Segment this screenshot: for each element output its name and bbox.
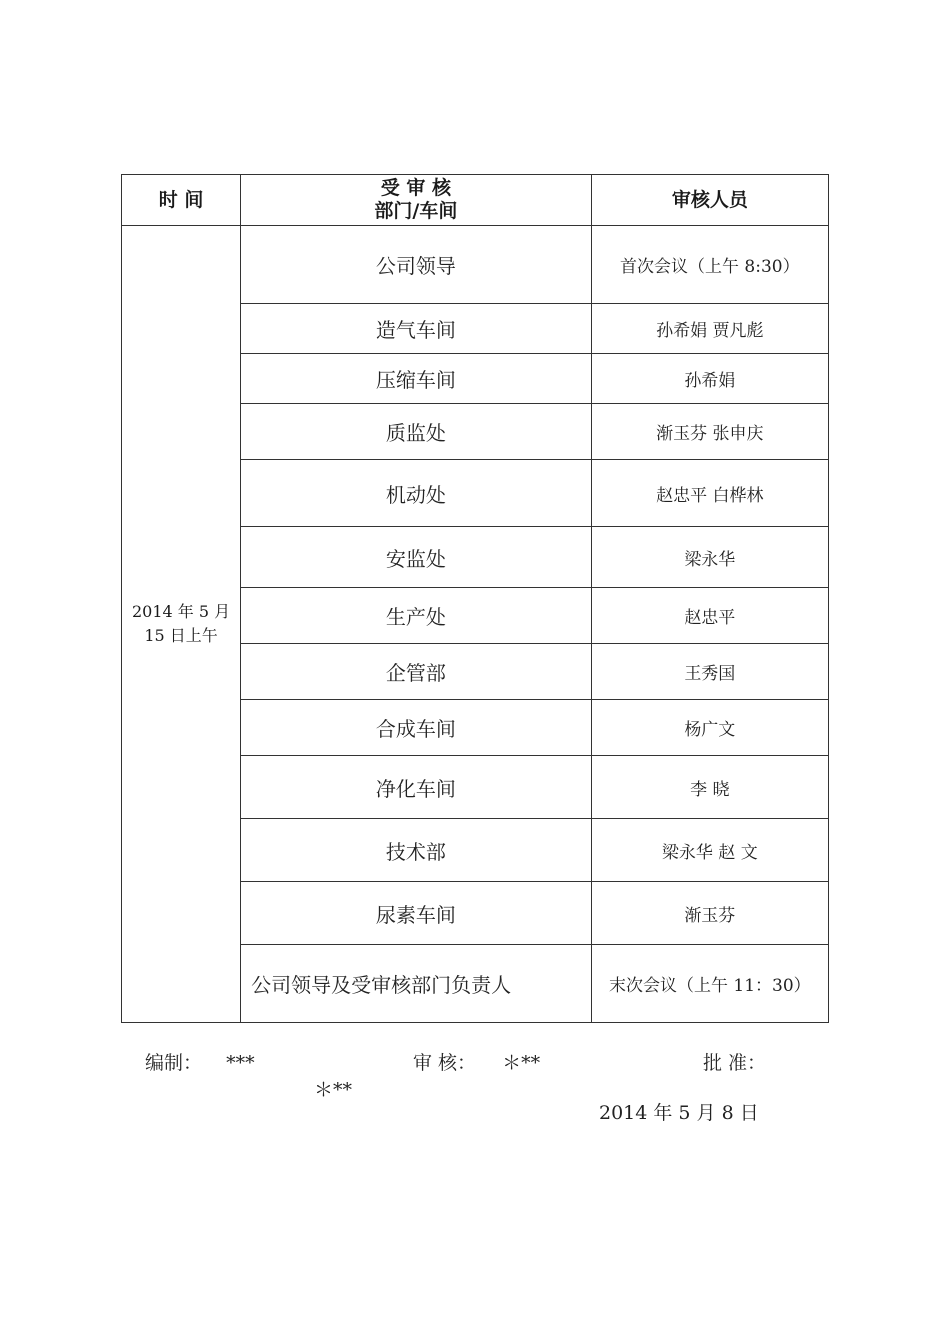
auditor-cell: 渐玉芬 xyxy=(591,882,828,945)
auditor-cell: 孙希娟 贾凡彪 xyxy=(591,304,828,354)
reviewed-label: 审 核： xyxy=(413,1052,477,1074)
table-row xyxy=(122,226,829,304)
time-line2: 15 日上午 xyxy=(144,626,218,645)
department-cell: 公司领导 xyxy=(241,226,591,304)
department-cell: 合成车间 xyxy=(241,700,591,756)
approved-label: 批 准： xyxy=(703,1052,767,1074)
compiled-by xyxy=(145,1048,255,1075)
reviewed-value: ＊** xyxy=(502,1052,541,1074)
compiled-value: *** xyxy=(226,1052,255,1074)
compiled-label: 编制： xyxy=(145,1052,203,1074)
table-header-row xyxy=(122,175,829,226)
department-cell: 造气车间 xyxy=(241,304,591,354)
department-cell: 压缩车间 xyxy=(241,354,591,404)
auditor-cell: 李 晓 xyxy=(591,756,828,819)
header-department-line2: 部门/车间 xyxy=(374,200,458,222)
auditor-cell: 末次会议（上午 11：30） xyxy=(591,945,828,1023)
time-line1: 2014 年 5 月 xyxy=(131,602,231,621)
approved-value: ＊** xyxy=(314,1079,353,1101)
auditor-cell: 孙希娟 xyxy=(591,354,828,404)
auditor-cell: 王秀国 xyxy=(591,644,828,700)
time-cell xyxy=(122,226,241,1023)
department-cell: 公司领导及受审核部门负责人 xyxy=(241,945,591,1023)
auditor-cell: 赵忠平 白桦林 xyxy=(591,460,828,527)
department-cell: 安监处 xyxy=(241,527,591,588)
auditor-cell: 梁永华 赵 文 xyxy=(591,819,828,882)
audit-schedule-table xyxy=(121,174,829,1023)
header-time: 时 间 xyxy=(122,175,241,226)
auditor-cell: 梁永华 xyxy=(591,527,828,588)
department-cell: 质监处 xyxy=(241,404,591,460)
department-cell: 机动处 xyxy=(241,460,591,527)
auditor-cell: 杨广文 xyxy=(591,700,828,756)
header-auditor: 审核人员 xyxy=(591,175,828,226)
auditor-cell: 首次会议（上午 8:30） xyxy=(591,226,828,304)
document-date: 2014 年 5 月 8 日 xyxy=(599,1102,759,1124)
header-department xyxy=(241,175,591,226)
reviewed-by xyxy=(413,1048,540,1075)
header-department-line1: 受 审 核 xyxy=(380,177,452,199)
department-cell: 净化车间 xyxy=(241,756,591,819)
auditor-cell: 渐玉芬 张申庆 xyxy=(591,404,828,460)
department-cell: 企管部 xyxy=(241,644,591,700)
department-cell: 尿素车间 xyxy=(241,882,591,945)
department-cell: 技术部 xyxy=(241,819,591,882)
department-cell: 生产处 xyxy=(241,588,591,644)
auditor-cell: 赵忠平 xyxy=(591,588,828,644)
